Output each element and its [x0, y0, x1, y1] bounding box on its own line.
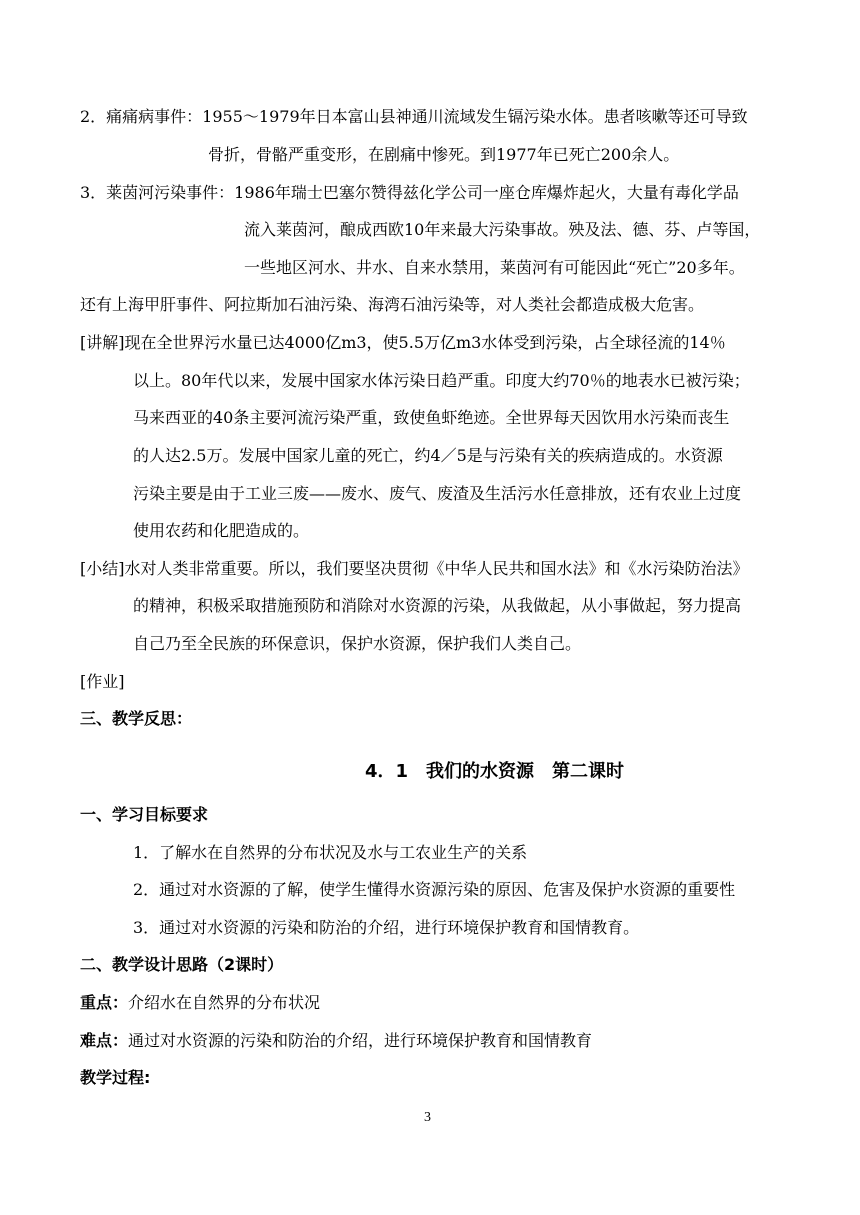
- summary-line3: 自己乃至全民族的环保意识，保护水资源，保护我们人类自己。: [133, 634, 582, 653]
- page-number: 3: [424, 1110, 431, 1125]
- lecture-line5: 污染主要是由于工业三废——废水、废气、废渣及生活污水任意排放，还有农业上过度: [133, 484, 742, 503]
- event-rhine-line1: 3．莱茵河污染事件：1986年瑞士巴塞尔赞得兹化学公司一座仓库爆炸起火，大量有毒化学品: [80, 183, 739, 202]
- lecture-line3: 马来西亚的40条主要河流污染严重，致使鱼虾绝迹。全世界每天因饮用水污染而丧生: [133, 408, 730, 427]
- key-point-text: 介绍水在自然界的分布状况: [128, 993, 321, 1012]
- event-itai-line1: 2．痛痛病事件：1955～1979年日本富山县神通川流域发生镉污染水体。患者咳嗽等还可导致: [80, 107, 748, 126]
- design-heading: 二、教学设计思路（2课时）: [80, 955, 284, 974]
- objective-item: 3．通过对水资源的污染和防治的介绍，进行环境保护教育和国情教育。: [133, 918, 640, 937]
- difficulty-text: 通过对水资源的污染和防治的介绍，进行环境保护教育和国情教育: [128, 1031, 593, 1050]
- key-point-row: [80, 993, 320, 1013]
- objective-item: 2．通过对水资源的了解，使学生懂得水资源污染的原因、危害及保护水资源的重要性: [133, 880, 736, 899]
- lecture-line6: 使用农药和化肥造成的。: [133, 521, 310, 540]
- event-itai-line2: 骨折，骨骼严重变形，在剧痛中惨死。到1977年已死亡200余人。: [208, 145, 680, 164]
- summary-line2: 的精神，积极采取措施预防和消除对水资源的污染，从我做起，从小事做起，努力提高: [133, 596, 742, 615]
- objectives-heading: 一、学习目标要求: [80, 805, 209, 824]
- homework-label: [作业]: [80, 672, 125, 691]
- event-rhine-line3: 一些地区河水、井水、自来水禁用，莱茵河有可能因此“死亡”20多年。: [244, 258, 745, 277]
- event-rhine-line2: 流入莱茵河，酿成西欧10年来最大污染事故。殃及法、德、芬、卢等国，: [244, 220, 761, 239]
- lecture-line4: 的人达2.5万。发展中国家儿童的死亡，约4／5是与污染有关的疾病造成的。水资源: [133, 446, 723, 465]
- reflection-heading: 三、教学反思：: [80, 709, 193, 728]
- key-point-label: 重点：: [80, 993, 129, 1012]
- lesson-title: 4．1 我们的水资源 第二课时: [365, 761, 625, 782]
- lecture-line1: [讲解]现在全世界污水量已达4000亿m3，使5.5万亿m3水体受到污染，占全球径流的14％: [80, 333, 726, 352]
- process-label: 教学过程:: [80, 1068, 151, 1087]
- lecture-line2: 以上。80年代以来，发展中国家水体污染日趋严重。印度大约70％的地表水已被污染；: [133, 371, 750, 390]
- other-events-text: 还有上海甲肝事件、阿拉斯加石油污染、海湾石油污染等，对人类社会都造成极大危害。: [80, 295, 705, 314]
- difficulty-label: 难点：: [80, 1031, 129, 1050]
- summary-line1: [小结]水对人类非常重要。所以，我们要坚决贯彻《中华人民共和国水法》和《水污染防治法》: [80, 559, 749, 578]
- difficulty-row: [80, 1031, 592, 1051]
- objective-item: 1．了解水在自然界的分布状况及水与工农业生产的关系: [133, 843, 528, 862]
